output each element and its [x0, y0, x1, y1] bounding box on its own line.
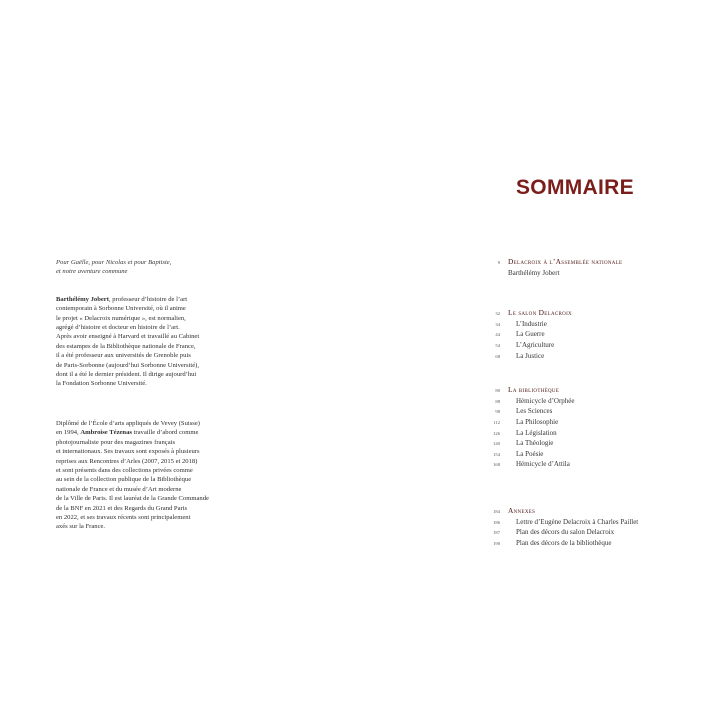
- toc-item-row[interactable]: [480, 538, 690, 549]
- toc-item-row[interactable]: [480, 449, 690, 460]
- toc-item: Lettre d’Eugène Delacroix à Charles Paillet: [516, 517, 639, 526]
- bio-line: agrégé d’histoire et docteur en histoire de l’art.: [56, 324, 180, 332]
- bio-line: travaille d’abord comme: [131, 429, 199, 437]
- bio-line: nationale de France et du musée d’Art moderne: [56, 485, 182, 493]
- bio-terenas: [56, 419, 246, 532]
- toc-item-row[interactable]: [480, 417, 690, 428]
- left-page: [56, 258, 246, 562]
- toc-item-row[interactable]: [480, 340, 690, 351]
- bio-line: il a été professeur aux universités de Grenoble puis: [56, 352, 191, 360]
- toc-heading-row[interactable]: [480, 506, 690, 517]
- toc-item: La Théologie: [516, 439, 554, 448]
- toc-section: [480, 257, 690, 278]
- toc-item-row[interactable]: [480, 329, 690, 340]
- bio-line: de la Ville de Paris. Il est lauréat de la Grande Commande: [56, 495, 209, 503]
- toc-item: Plan des décors du salon Delacroix: [516, 528, 615, 537]
- bio-line: des estampes de la Bibliothèque nationale de France,: [56, 342, 196, 350]
- toc-heading: Delacroix à l’Assemblée nationale: [508, 257, 623, 266]
- page-number: 126: [493, 430, 500, 436]
- page-title: SOMMAIRE: [516, 176, 634, 199]
- bio-jobert: [56, 295, 246, 389]
- page-number: 34: [495, 321, 500, 327]
- bio-line: photojournaliste pour des magazines français: [56, 438, 176, 446]
- page-number: 184: [493, 508, 500, 514]
- toc-item-row[interactable]: [480, 406, 690, 417]
- page-number: 44: [495, 332, 500, 338]
- toc-author-row: [480, 268, 690, 279]
- toc-heading: Annexes: [508, 505, 536, 515]
- toc-item: La Poésie: [516, 449, 544, 458]
- author-name: Barthélémy Jobert: [56, 295, 109, 303]
- toc-author: Barthélémy Jobert: [508, 268, 560, 277]
- toc-item-row[interactable]: [480, 527, 690, 538]
- toc-item: Hémicycle d’Orphée: [516, 396, 575, 405]
- toc-item-row[interactable]: [480, 438, 690, 449]
- toc-item-row[interactable]: [480, 459, 690, 470]
- toc-section: [480, 506, 690, 548]
- toc-heading-row[interactable]: [480, 257, 690, 268]
- toc-item-row[interactable]: [480, 319, 690, 330]
- page-number: 190: [493, 540, 500, 546]
- toc-item: La Justice: [516, 351, 545, 360]
- toc-heading-row[interactable]: [480, 308, 690, 319]
- page-number: 186: [493, 519, 500, 525]
- toc-item: La Législation: [516, 428, 557, 437]
- dedication-line: Pour Gaëlle, pour Nicolas et pour Baptiste,: [56, 259, 172, 266]
- bio-line: dont il a été le dernier président. Il dirige aujourd’hui: [56, 371, 197, 379]
- toc-item-row[interactable]: [480, 351, 690, 362]
- page-number: 112: [493, 419, 500, 425]
- bio-line: de la BNF en 2021 et des Regards du Grand Paris: [56, 504, 188, 512]
- bio-line: et sont présents dans des collections privées comme: [56, 466, 193, 474]
- page-number: 187: [493, 530, 500, 536]
- page-number: 32: [495, 311, 500, 317]
- bio-line: de Paris-Sorbonne (aujourd’hui Sorbonne Université),: [56, 361, 200, 369]
- dedication-line: et notre aventure commune: [56, 268, 128, 276]
- bio-line: le projet « Delacroix numérique », est normalien,: [56, 314, 186, 322]
- bio-line: , professeur d’histoire de l’art: [108, 295, 188, 303]
- table-of-contents: [480, 257, 690, 566]
- bio-line: Diplômé de l’École d’arts appliqués de Vevey (Suisse): [56, 419, 200, 427]
- toc-item: La Guerre: [516, 330, 545, 339]
- bio-line: en 1994,: [56, 429, 81, 437]
- toc-item: Hémicycle d’Attila: [516, 460, 570, 469]
- toc-section: [480, 385, 690, 470]
- dedication: [56, 258, 246, 277]
- bio-line: Après avoir enseigné à Harvard et travaillé au Cabinet: [56, 333, 200, 341]
- page-number: 140: [493, 441, 500, 447]
- toc-section: [480, 308, 690, 361]
- toc-item: Plan des décors de la bibliothèque: [516, 538, 612, 547]
- bio-line: en 2022, et ses travaux récents sont principalement: [56, 513, 191, 521]
- page-number: 168: [493, 462, 500, 468]
- toc-item-row[interactable]: [480, 396, 690, 407]
- toc-item: Les Sciences: [516, 407, 553, 416]
- toc-item: L’Agriculture: [516, 340, 555, 349]
- toc-heading-row[interactable]: [480, 385, 690, 396]
- page-number: 98: [495, 409, 500, 415]
- toc-item-row[interactable]: [480, 428, 690, 439]
- bio-line: reprises aux Rencontres d’Arles (2007, 2015 et 2018): [56, 457, 198, 465]
- toc-item: L’Industrie: [516, 319, 547, 328]
- bio-line: la Fondation Sorbonne Université.: [56, 380, 147, 388]
- page-number: 88: [495, 398, 500, 404]
- bio-line: au sein de la collection publique de la Bibliothèque: [56, 476, 192, 484]
- page-number: 9: [497, 260, 500, 265]
- page-number: 68: [495, 353, 500, 359]
- author-name: Ambroise Tézenas: [80, 429, 132, 437]
- toc-item: La Philosophie: [516, 417, 559, 426]
- page-number: 54: [495, 342, 500, 348]
- bio-line: et internationaux. Ses travaux sont exposés à plusieurs: [56, 448, 200, 456]
- toc-heading: La bibliothèque: [508, 385, 560, 395]
- toc-heading: Le salon Delacroix: [508, 308, 572, 318]
- page-number: 80: [495, 388, 500, 394]
- bio-line: contemporain à Sorbonne Université, où il anime: [56, 305, 186, 313]
- bio-line: axés sur la France.: [56, 523, 106, 531]
- toc-item-row[interactable]: [480, 517, 690, 528]
- page-number: 154: [493, 451, 500, 457]
